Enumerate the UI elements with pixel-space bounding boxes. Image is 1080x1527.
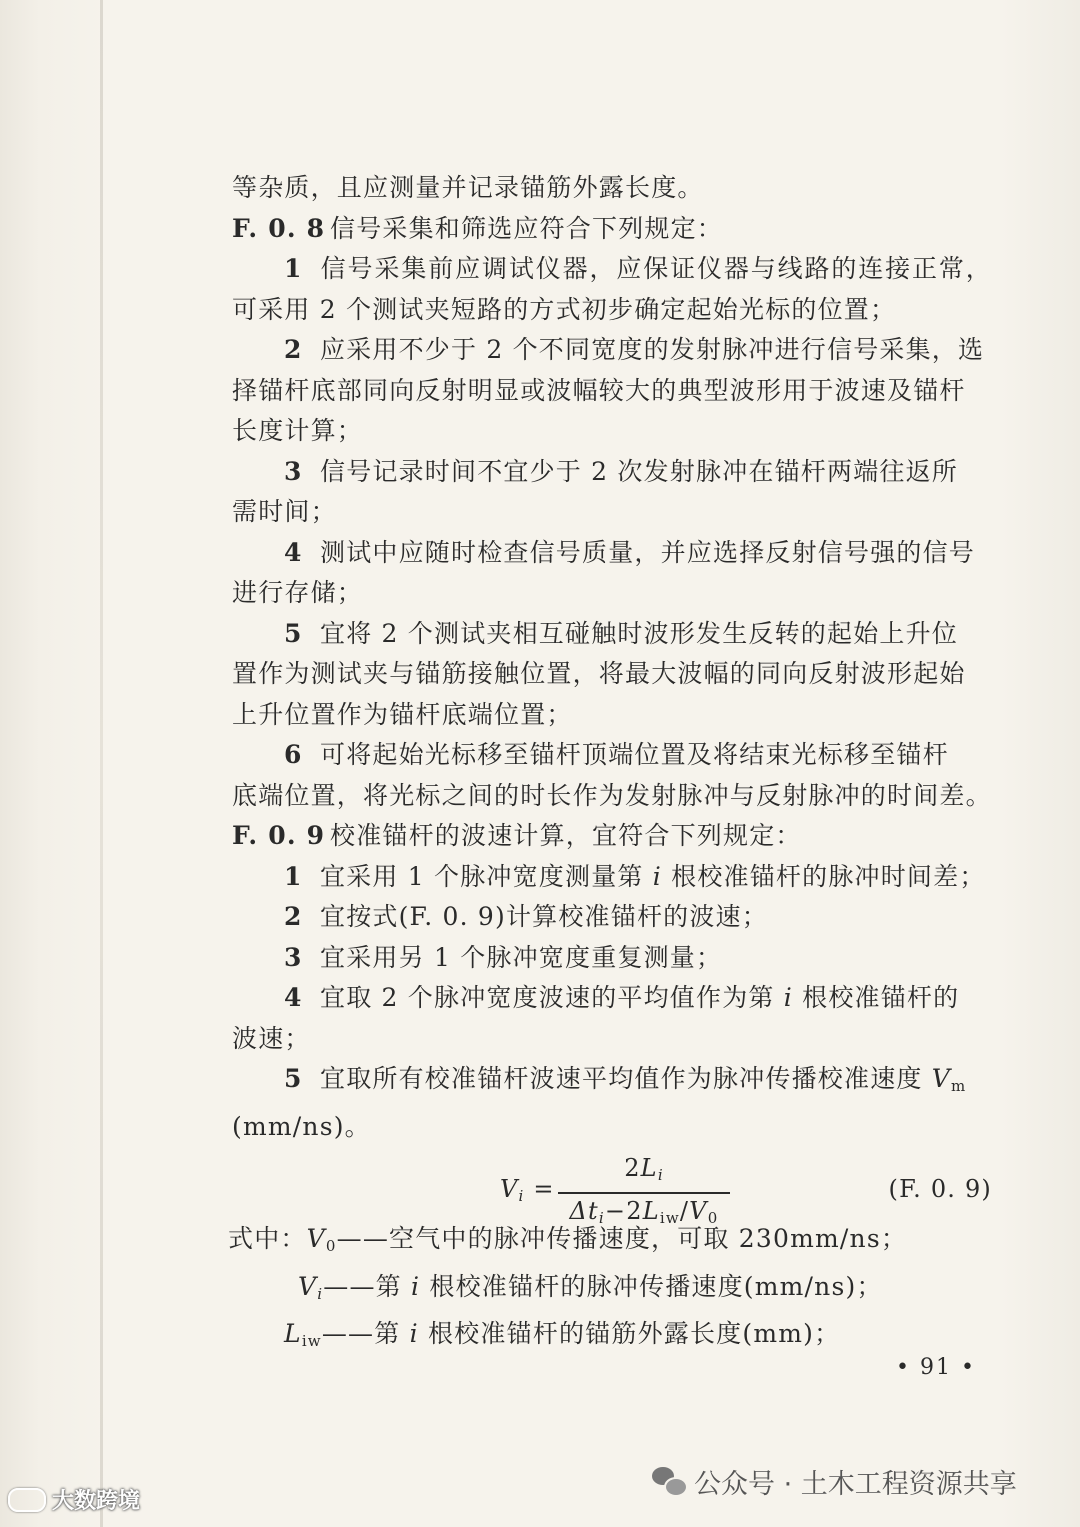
item-text: 宜将 2 个测试夹相互碰触时波形发生反转的起始上升位 <box>320 618 959 648</box>
item-3-line-1 <box>232 452 992 493</box>
var-V: V <box>689 1197 708 1225</box>
subscript-m: m <box>951 1077 967 1095</box>
item-1-line-2: 可采用 2 个测试夹短路的方式初步确定起始光标的位置； <box>232 294 897 324</box>
item-number: 5 <box>284 1064 303 1093</box>
formula-f09 <box>232 1149 992 1227</box>
var-i: i <box>783 983 793 1012</box>
watermark-text: 大数跨境 <box>52 1489 141 1514</box>
item-text: 可将起始光标移至锚杆顶端位置及将结束光标移至锚杆 <box>320 740 949 769</box>
subscript-iw: iw <box>659 1209 680 1227</box>
var-V: V <box>298 1271 318 1301</box>
var-L: L <box>640 1154 658 1182</box>
item-number: 1 <box>284 861 303 891</box>
formula-fraction <box>558 1153 730 1233</box>
clause-number: F. 0. 8 <box>232 213 326 243</box>
item-number: 6 <box>284 740 303 769</box>
f09-item-1 <box>232 857 992 898</box>
item-text: 根校准锚杆的脉冲时间差； <box>671 861 986 891</box>
item-2-line-2: 择锚杆底部同向反射明显或波幅较大的典型波形用于波速及锚杆 <box>232 375 966 405</box>
item-number: 2 <box>284 902 303 931</box>
item-1-line-1 <box>232 249 992 290</box>
var-i: i <box>411 1271 421 1301</box>
where-definition: ——第 <box>321 1319 401 1348</box>
formula-denominator <box>558 1196 730 1233</box>
item-text: 测试中应随时检查信号质量，并应选择反射信号强的信号 <box>320 537 976 567</box>
where-definition: ——第 <box>323 1271 402 1301</box>
item-number: 3 <box>284 456 303 486</box>
var-L: L <box>642 1197 660 1225</box>
where-definition: ——空气中的脉冲传播速度，可取 230mm/ns； <box>336 1224 908 1253</box>
item-text: 宜采用 1 个脉冲宽度测量第 <box>320 861 644 891</box>
where-definition: 根校准锚杆的脉冲传播速度(mm/ns)； <box>429 1271 883 1301</box>
var-V: V <box>931 1064 952 1093</box>
clause-number: F. 0. 9 <box>232 821 326 850</box>
item-text: 宜按式(F. 0. 9)计算校准锚杆的波速； <box>320 902 768 931</box>
f09-item-4-line-1 <box>232 978 992 1019</box>
item-text: 宜采用另 1 个脉冲宽度重复测量； <box>320 942 723 972</box>
corner-watermark <box>8 1484 140 1515</box>
fraction-bar <box>558 1192 730 1194</box>
item-5-line-1 <box>232 614 992 655</box>
wechat-watermark <box>652 1462 1017 1501</box>
item-text: 宜取 2 个脉冲宽度波速的平均值作为第 <box>320 983 775 1012</box>
item-number: 4 <box>284 983 303 1012</box>
subscript-0: 0 <box>325 1237 337 1255</box>
item-3-line-2: 需时间； <box>232 497 337 526</box>
subscript-0: 0 <box>707 1209 719 1227</box>
coef-two: 2 <box>624 1154 641 1182</box>
var-V: V <box>500 1175 519 1203</box>
item-text: 信号采集前应调试仪器，应保证仪器与线路的连接正常， <box>320 254 992 283</box>
slash: / <box>679 1197 690 1225</box>
item-6-line-1 <box>232 735 992 776</box>
item-5-line-3: 上升位置作为锚杆底端位置； <box>232 699 573 729</box>
subscript-iw: iw <box>301 1332 322 1350</box>
item-4-line-1 <box>232 533 992 574</box>
page-number: • 91 • <box>896 1355 976 1380</box>
item-text: 宜取所有校准锚杆波速平均值作为脉冲传播校准速度 <box>320 1064 923 1093</box>
item-2-line-1 <box>232 330 992 371</box>
watermark-text: 公众号 · 土木工程资源共享 <box>694 1469 1017 1500</box>
item-4-line-2: 进行存储； <box>232 578 364 607</box>
item-number: 3 <box>284 942 303 972</box>
item-number: 2 <box>284 335 303 364</box>
f09-item-4-line-2: 波速； <box>232 1023 311 1053</box>
binding-gutter <box>100 0 103 1527</box>
clause-f08 <box>232 209 992 250</box>
where-definition: 根校准锚杆的锚筋外露长度(mm)； <box>427 1319 841 1348</box>
item-6-line-2: 底端位置，将光标之间的时长作为发射脉冲与反射脉冲的时间差。 <box>232 780 992 810</box>
var-V: V <box>306 1224 326 1253</box>
f09-item-5-line-2: (mm/ns)。 <box>232 1111 371 1141</box>
var-L: L <box>284 1319 302 1348</box>
clause-text: 信号采集和筛选应符合下列规定： <box>330 213 724 243</box>
f09-item-5-line-1 <box>232 1059 992 1107</box>
clause-f09 <box>232 816 992 857</box>
item-number: 4 <box>284 537 303 567</box>
item-text: 应采用不少于 2 个不同宽度的发射脉冲进行信号采集，选 <box>320 335 985 364</box>
subscript-i: i <box>598 1209 605 1227</box>
item-2-line-3: 长度计算； <box>232 416 364 445</box>
subscript-i: i <box>518 1187 525 1205</box>
minus-two: −2 <box>604 1197 643 1225</box>
text-line: 等杂质，且应测量并记录锚筋外露长度。 <box>232 173 704 202</box>
item-text: 信号记录时间不宜少于 2 次发射脉冲在锚杆两端往返所 <box>320 456 959 486</box>
equals-sign: = <box>533 1175 555 1203</box>
clause-text: 校准锚杆的波速计算，宜符合下列规定： <box>330 821 802 850</box>
brand-logo-icon <box>8 1488 46 1512</box>
wechat-icon <box>652 1467 686 1497</box>
f09-item-3 <box>232 938 992 979</box>
equation-number: (F. 0. 9) <box>888 1175 992 1203</box>
item-5-line-2: 置作为测试夹与锚筋接触位置，将最大波幅的同向反射波形起始 <box>232 659 966 688</box>
subscript-i: i <box>657 1166 664 1184</box>
var-i: i <box>409 1319 419 1348</box>
item-text: 根校准锚杆的 <box>802 983 960 1012</box>
item-number: 5 <box>284 618 303 648</box>
formula-numerator <box>558 1153 730 1190</box>
where-line-3 <box>232 1314 992 1362</box>
f09-item-2 <box>232 897 992 938</box>
var-i: i <box>652 861 662 891</box>
document-body <box>228 168 992 1362</box>
where-line-2 <box>232 1267 992 1315</box>
where-prefix: 式中： <box>228 1224 307 1253</box>
item-number: 1 <box>284 254 303 283</box>
var-delta-t: Δt <box>569 1197 599 1225</box>
subscript-i: i <box>317 1284 324 1303</box>
formula-lhs <box>500 1169 555 1217</box>
